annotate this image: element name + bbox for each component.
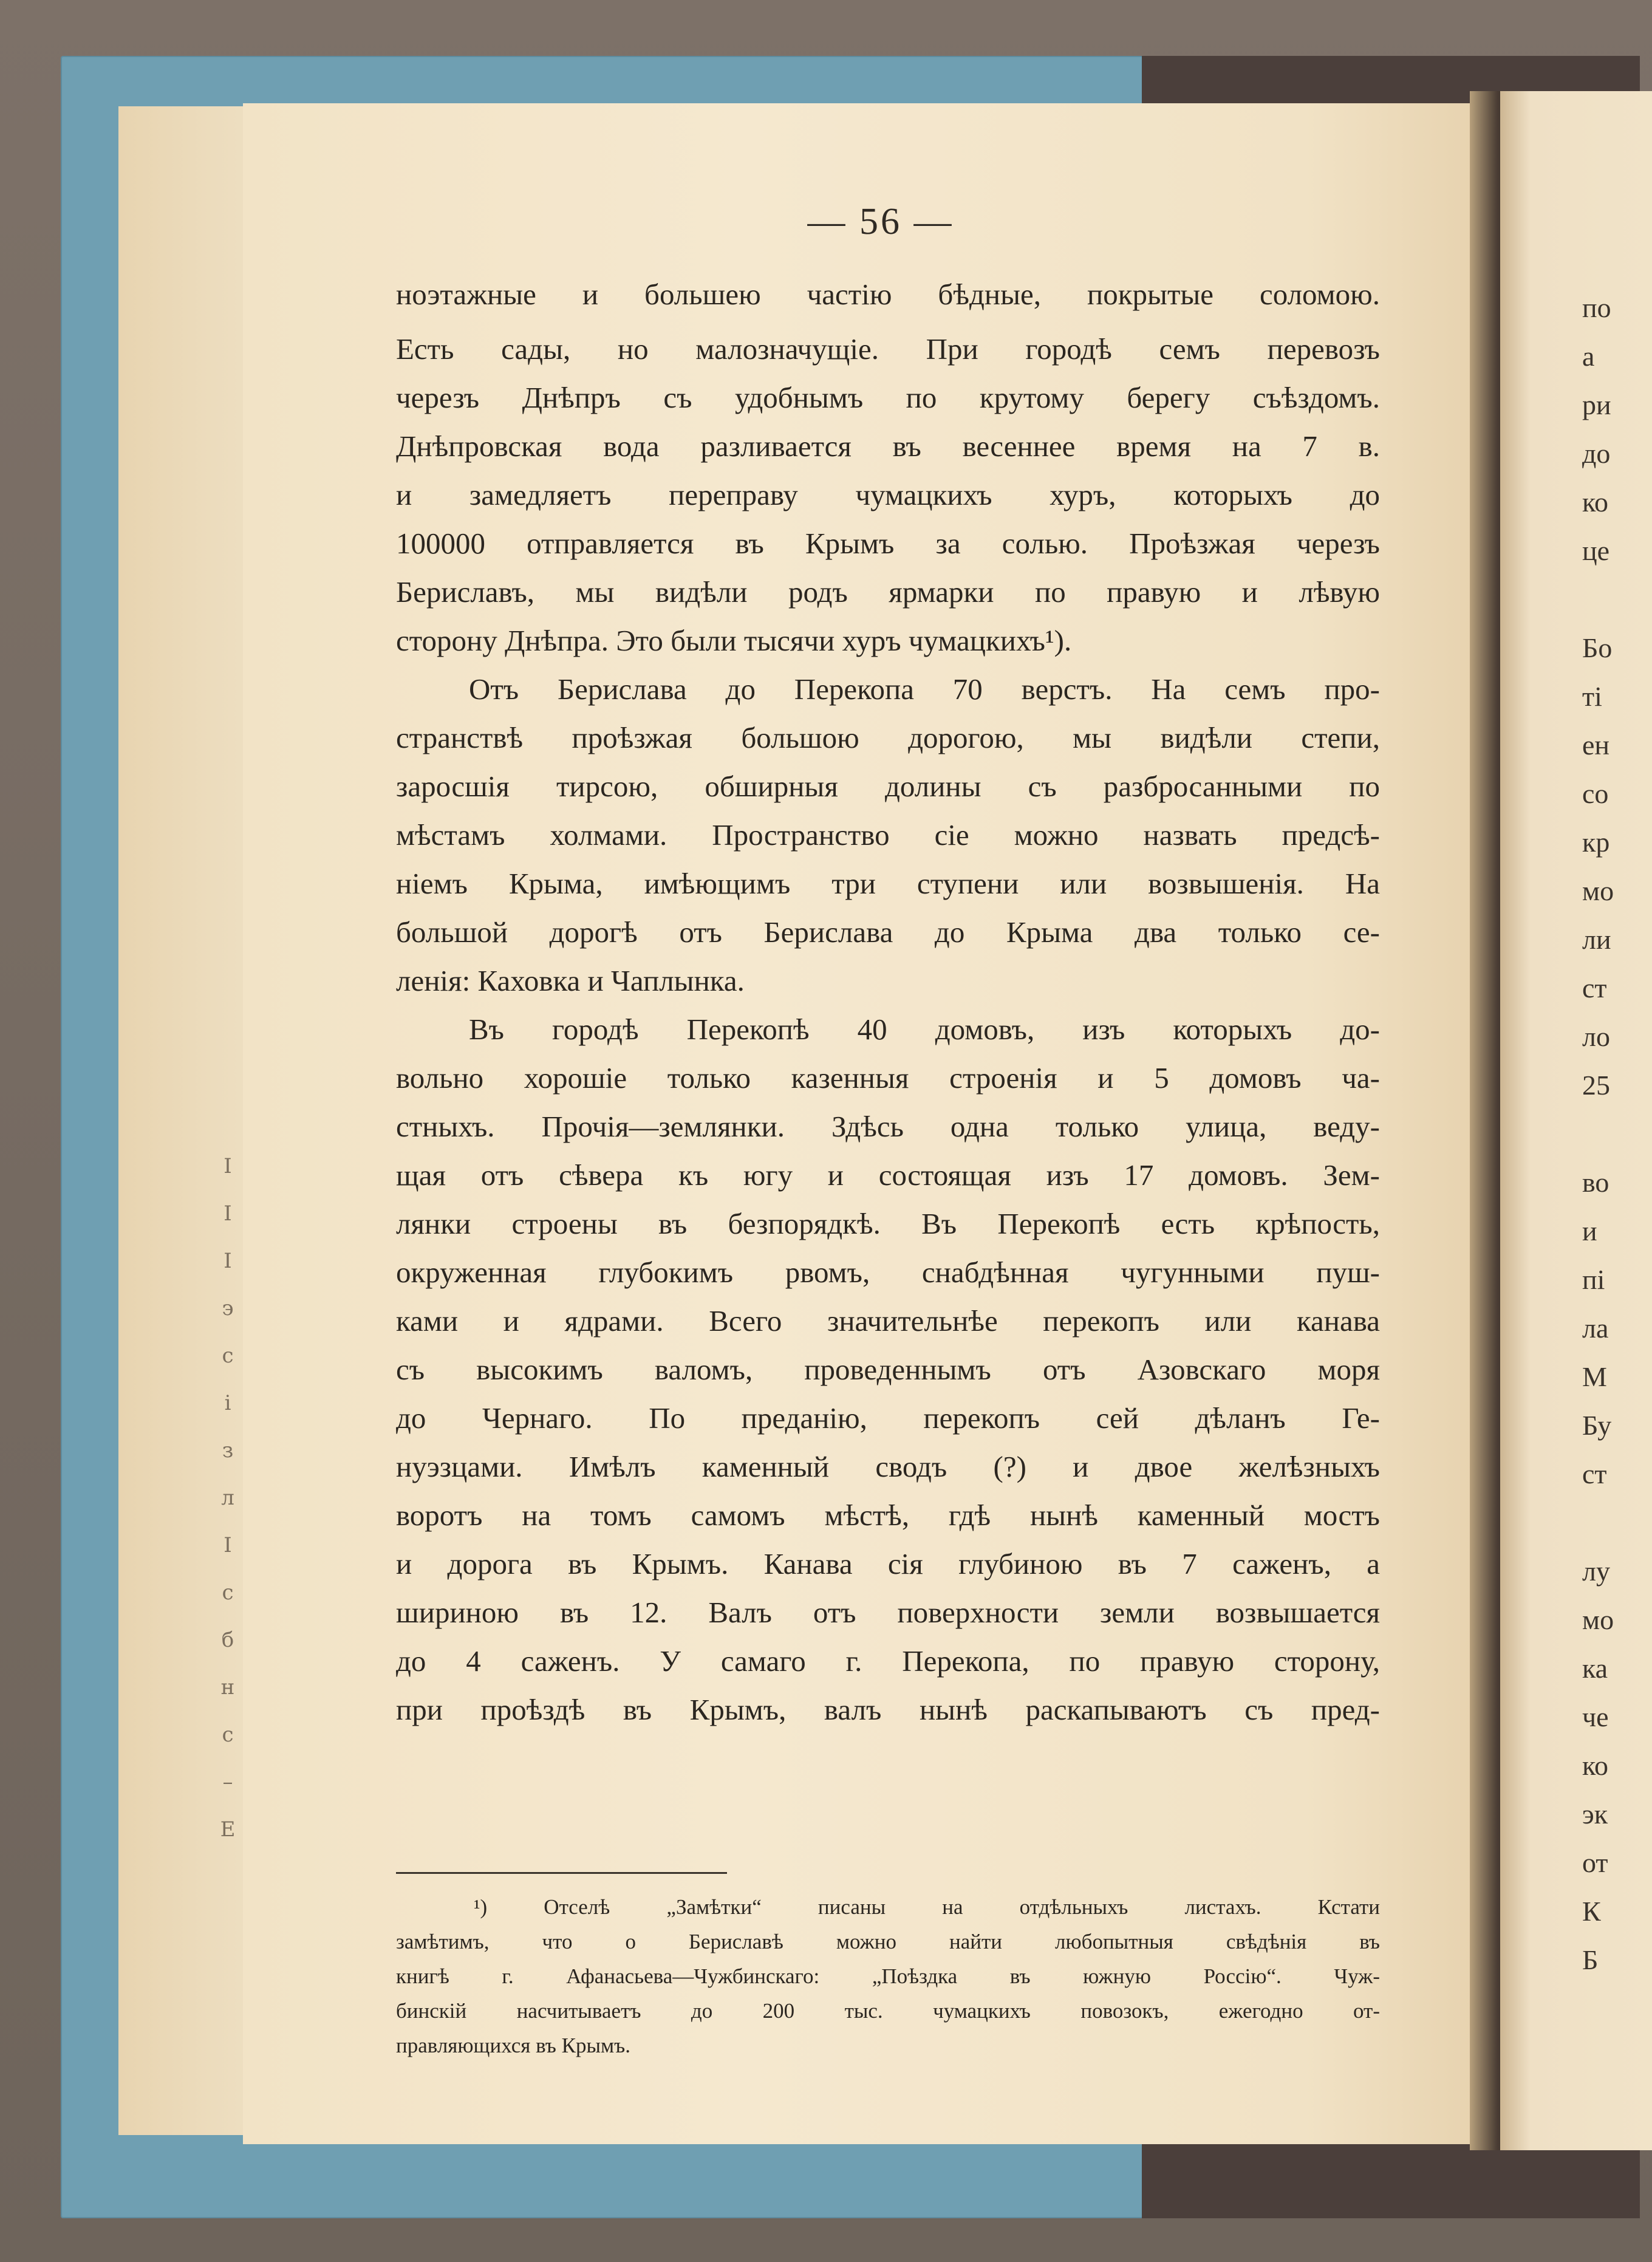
body-line: лянки строены въ безпорядкѣ. Въ Перекопѣ есть крѣпость, [396, 1207, 1380, 1240]
previous-page-fragment: э [222, 1296, 234, 1321]
body-line: ніемъ Крыма, имѣющимъ три ступени или возвышенія. На [396, 867, 1380, 900]
footnote-line: правляющихся въ Крымъ. [396, 2034, 630, 2057]
next-page-fragment: эк [1582, 1799, 1608, 1830]
body-line: Есть сады, но малозначущіе. При городѣ семъ перевозъ [396, 332, 1380, 366]
next-page-fragment: ка [1582, 1653, 1608, 1684]
next-page-fragment: Б [1582, 1944, 1599, 1975]
previous-page-fragment: – [222, 1770, 233, 1794]
footnote-line: замѣтимъ, что о Бериславѣ можно найти любопытныя свѣдѣнія въ [396, 1930, 1380, 1953]
footnote-line: бинскій насчитываетъ до 200 тыс. чумацкихъ повозокъ, ежегодно от- [396, 1999, 1380, 2023]
previous-page-fragment: с [222, 1344, 234, 1368]
body-line: Въ городѣ Перекопѣ 40 домовъ, изъ которыхъ до- [469, 1013, 1380, 1046]
next-page-fragment: во [1582, 1167, 1609, 1198]
body-line: съ высокимъ валомъ, проведеннымъ отъ Азовскаго моря [396, 1353, 1380, 1386]
next-page-fragment: ті [1582, 681, 1602, 712]
body-line: нуэзцами. Имѣлъ каменный сводъ (?) и двое желѣзныхъ [396, 1450, 1380, 1483]
footnote-line: книгѣ г. Афанасьева—Чужбинскаго: „Поѣздка въ южную Россію“. Чуж- [396, 1964, 1380, 1988]
previous-page-fragment: І [224, 1533, 232, 1557]
previous-page-fragment: с [222, 1723, 234, 1747]
footnote-line: ¹) Отселѣ „Замѣтки“ писаны на отдѣльныхъ листахъ. Кстати [474, 1895, 1380, 1919]
body-line: при проѣздѣ въ Крымъ, валъ нынѣ раскапываютъ съ пред- [396, 1693, 1380, 1726]
body-line: и замедляетъ переправу чумацкихъ хуръ, которыхъ до [396, 478, 1380, 511]
next-page-fragment: ло [1582, 1021, 1610, 1052]
previous-page-fragment: с [222, 1580, 234, 1605]
next-page-fragment: че [1582, 1701, 1609, 1732]
next-page-fragment: лу [1582, 1556, 1610, 1587]
previous-page-fragment: і [224, 1391, 231, 1415]
previous-page-fragment: н [220, 1675, 235, 1700]
next-page-fragment: а [1582, 341, 1595, 372]
next-page-fragment: ри [1582, 389, 1611, 420]
previous-page-fragment: I [224, 1154, 232, 1178]
next-page-fragment: мо [1582, 1604, 1614, 1635]
next-page-fragment: пі [1582, 1264, 1605, 1295]
body-line: большой дорогѣ отъ Берислава до Крыма два только се- [396, 915, 1380, 949]
next-page-fragment: до [1582, 438, 1611, 469]
next-page-fragment: со [1582, 778, 1609, 809]
next-page-fragment: ен [1582, 730, 1610, 760]
body-line: до Чернаго. По преданію, перекопъ сей дѣланъ Ге- [396, 1401, 1380, 1435]
body-line: странствѣ проѣзжая большою дорогою, мы видѣли степи, [396, 721, 1380, 754]
page-number: — 56 — [807, 201, 954, 242]
body-line: мѣстамъ холмами. Пространство сіе можно назвать предсѣ- [396, 818, 1380, 852]
body-line: ноэтажные и большею частію бѣдные, покрытые соломою. [396, 278, 1380, 311]
next-page-fragment: Бу [1582, 1410, 1612, 1441]
body-line: черезъ Днѣпръ съ удобнымъ по крутому берегу съѣздомъ. [396, 381, 1380, 414]
body-line: Бериславъ, мы видѣли родъ ярмарки по правую и лѣвую [396, 575, 1380, 609]
body-line: вольно хорошіе только казенныя строенія и 5 домовъ ча- [396, 1061, 1380, 1095]
previous-page-fragment: л [221, 1486, 234, 1510]
body-line: ленія: Каховка и Чаплынка. [396, 964, 745, 997]
footnote-divider [396, 1872, 727, 1874]
next-page-fragment: кр [1582, 827, 1610, 858]
body-line: Днѣпровская вода разливается въ весеннее время на 7 в. [396, 429, 1380, 463]
body-line: шириною въ 12. Валъ отъ поверхности земли возвышается [396, 1596, 1380, 1629]
body-line: ками и ядрами. Всего значительнѣе перекопъ или канава [396, 1304, 1380, 1338]
previous-page-fragment: з [222, 1438, 234, 1463]
body-line: воротъ на томъ самомъ мѣстѣ, гдѣ нынѣ каменный мостъ [396, 1498, 1380, 1532]
next-page-fragment: ст [1582, 1458, 1607, 1489]
next-page-fragment: ко [1582, 487, 1609, 518]
next-page-fragment: ст [1582, 972, 1607, 1003]
next-page-fragment: ко [1582, 1750, 1609, 1781]
next-page-fragment: Бо [1582, 632, 1613, 663]
next-page-fragment: ла [1582, 1313, 1609, 1344]
body-line: заросшія тирсою, обширныя долины съ разбросанными по [396, 770, 1380, 803]
body-line: стныхъ. Прочія—землянки. Здѣсь одна только улица, веду- [396, 1110, 1380, 1143]
next-page-fragment: М [1582, 1361, 1607, 1392]
body-line: Отъ Берислава до Перекопа 70 верстъ. На семъ про- [469, 672, 1380, 706]
next-page-fragment: по [1582, 292, 1611, 323]
previous-page-fragment: I [224, 1249, 232, 1273]
body-line: до 4 саженъ. У самаго г. Перекопа, по правую сторону, [396, 1644, 1380, 1678]
body-line: щая отъ сѣвера къ югу и состоящая изъ 17 домовъ. Зем- [396, 1158, 1380, 1192]
next-page-fragment: мо [1582, 875, 1614, 906]
next-page-fragment: ли [1582, 924, 1611, 955]
next-page-fragment: от [1582, 1847, 1608, 1878]
body-line: окруженная глубокимъ рвомъ, снабдѣнная чугунными пуш- [396, 1256, 1380, 1289]
previous-page-fragment: б [221, 1628, 234, 1652]
body-line: 100000 отправляется въ Крымъ за солью. Проѣзжая черезъ [396, 527, 1380, 560]
previous-page-fragment: I [224, 1201, 232, 1226]
previous-page-text-fragments [210, 1154, 246, 1842]
next-page-fragment: и [1582, 1215, 1597, 1246]
previous-page-fragment: Е [220, 1817, 236, 1842]
body-line: и дорога въ Крымъ. Канава сія глубиною въ 7 саженъ, а [396, 1547, 1380, 1580]
next-page-fragment: К [1582, 1896, 1601, 1927]
next-page-fragment: 25 [1582, 1070, 1610, 1101]
body-line: сторону Днѣпра. Это были тысячи хуръ чумацкихъ¹). [396, 624, 1072, 657]
next-page-fragment: це [1582, 535, 1610, 566]
